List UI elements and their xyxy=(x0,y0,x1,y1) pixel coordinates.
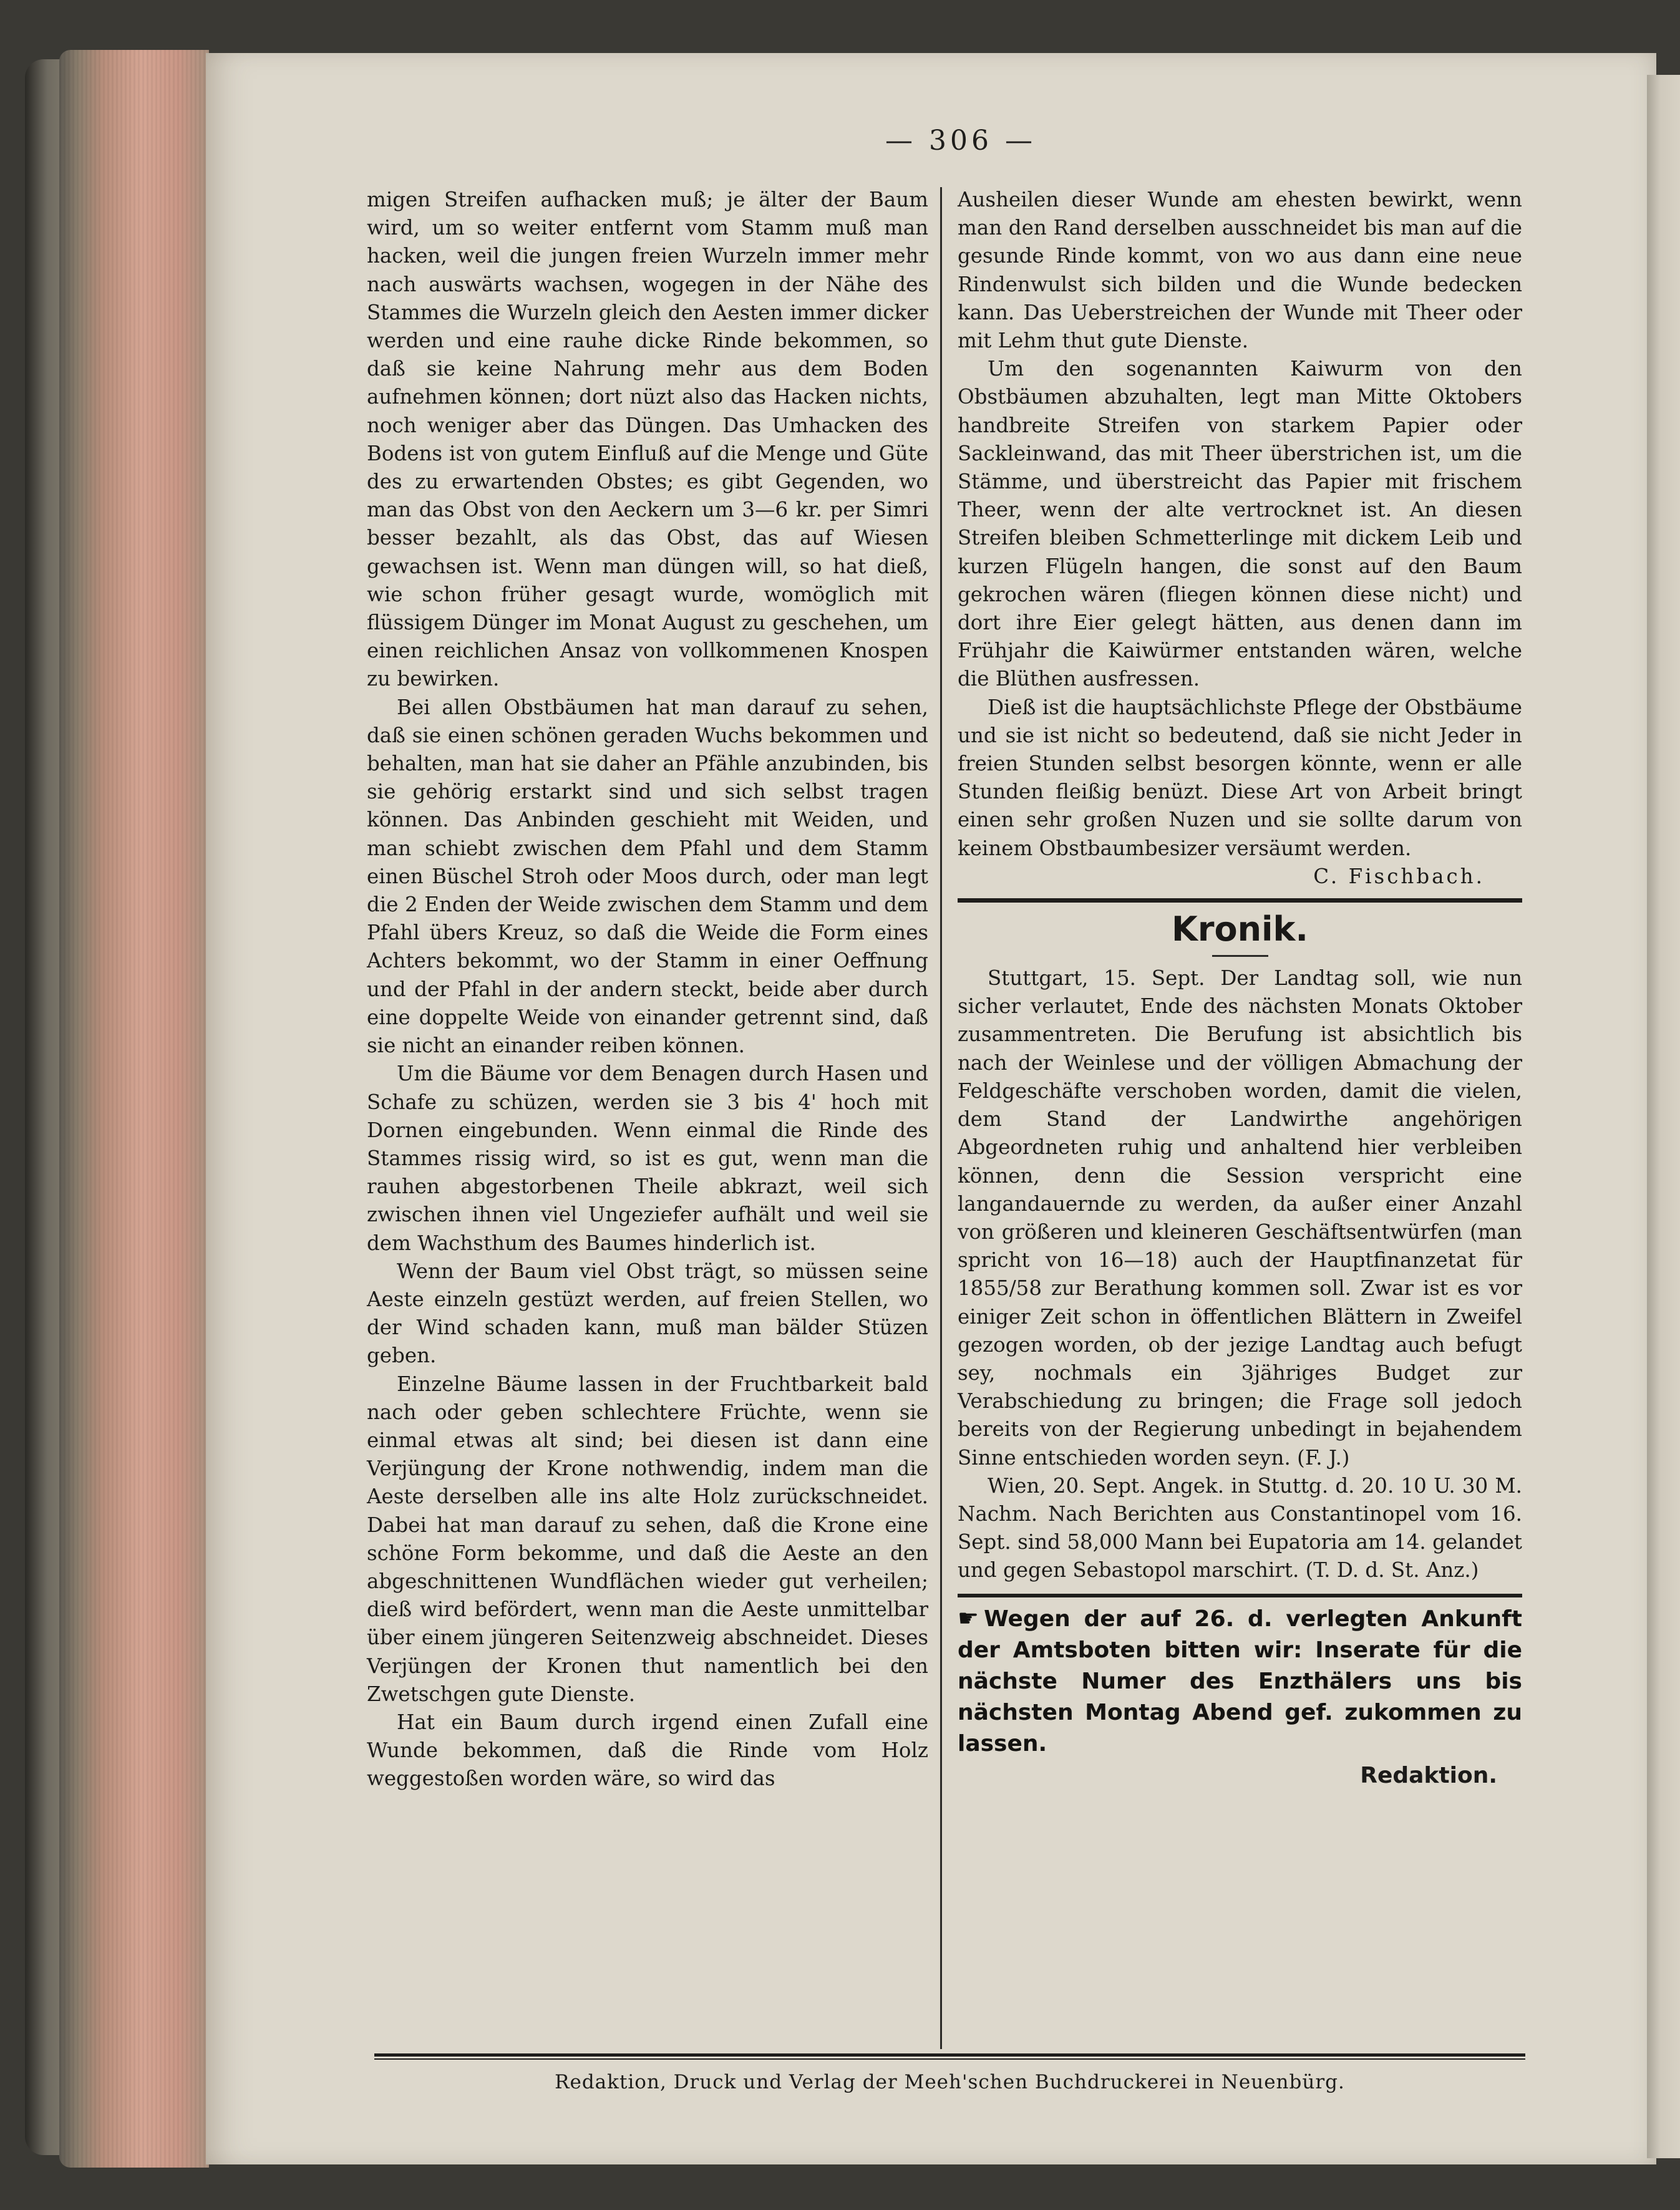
column-divider xyxy=(940,187,942,2049)
paragraph: Einzelne Bäume lassen in der Fruchtbarkeit bald nach oder geben schlechtere Früchte, wenn sie einmal etwas alt sind; bei diesen ist dann eine Verjüngung der Krone nothwendig, indem man die Aeste derselben alle ins alte Holz zurückschneidet. Dabei hat man darauf zu sehen, daß die Krone eine schöne Form bekomme, und daß die Aeste an den abgeschnittenen Wundflächen wieder gut verheilen; dieß wird befördert, wenn man die Aeste unmittelbar über einem jüngeren Seitenzweig abschneidet. Dieses Verjüngen der Kronen thut namentlich bei den Zwetschgen gute Dienste. xyxy=(367,1372,928,1706)
notice-body: Wegen der auf 26. d. verlegten Ankunft der Amtsboten bitten wir: Inserate für die nächste Numer des Enzthälers uns bis nächsten Montag Abend gef. zukommen zu lassen. xyxy=(958,1606,1522,1757)
pointing-hand-icon: ☛ xyxy=(958,1604,979,1632)
title-underline xyxy=(1212,955,1268,957)
paragraph: Dieß ist die hauptsächlichste Pflege der Obstbäume und sie ist nicht so bedeutend, daß sie nicht Jeder in freien Stunden selbst besorgen könnte, wenn er alle Stunden fleißig benüzt. Diese Art von Arbeit bringt einen sehr großen Nuzen und sie sollte darum von keinem Obstbaumbesizer versäumt werden. xyxy=(958,695,1522,860)
section-divider xyxy=(958,898,1522,903)
paragraph: Bei allen Obstbäumen hat man darauf zu sehen, daß sie einen schönen geraden Wuchs bekommen und behalten, man hat sie daher an Pfähle anzubinden, bis sie gehörig erstarkt sind und sich selbst tragen können. Das Anbinden geschieht mit Weiden, und man schiebt zwischen dem Pfahl und dem Stamm einen Büschel Stroh oder Moos durch, oder man legt die 2 Enden der Weide zwischen dem Stamm und dem Pfahl übers Kreuz, so daß die Weide die Form eines Achters bekommt, wo der Stamm in einer Oeffnung und der Pfahl in der andern steckt, beide aber durch eine doppelte Weide von einander getrennt sind, daß sie nicht an einander reiben können. xyxy=(367,695,928,1058)
notice-signature: Redaktion. xyxy=(1360,1762,1497,1788)
notice-divider xyxy=(958,1594,1522,1597)
section-title: Kronik. xyxy=(1172,909,1308,949)
paragraph: Hat ein Baum durch irgend einen Zufall eine Wunde bekommen, daß die Rinde vom Holz weggestoßen worden wäre, so wird das xyxy=(367,1710,928,1791)
page-number: — 306 — xyxy=(885,125,1036,157)
footer-rule xyxy=(374,2053,1525,2057)
news-item: Wien, 20. Sept. Angek. in Stuttg. d. 20. 10 U. 30 M. Nachm. Nach Berichten aus Constantinopel vom 16. Sept. sind 58,000 Mann bei Eupatoria am 14. gelandet und gegen Sebastopol marschirt. (T. D. d. St. Anz.) xyxy=(958,1473,1522,1582)
right-column xyxy=(958,186,1522,1792)
paragraph: Wenn der Baum viel Obst trägt, so müssen seine Aeste einzeln gestüzt werden, auf freien Stellen, wo der Wind schaden kann, muß man bälder Stüzen geben. xyxy=(367,1259,928,1368)
left-column xyxy=(367,186,928,1793)
next-page-edge xyxy=(1647,75,1680,2158)
paragraph: migen Streifen aufhacken muß; je älter der Baum wird, um so weiter entfernt vom Stamm muß man hacken, weil die jungen freien Wurzeln immer mehr nach auswärts wachsen, wogegen in der Nähe des Stammes die Wurzeln gleich den Aesten immer dicker werden und eine rauhe dicke Rinde bekommen, so daß sie keine Nahrung mehr aus dem Boden aufnehmen können; dort nüzt also das Hacken nichts, noch weniger aber das Düngen. Das Umhacken des Bodens ist von gutem Einfluß auf die Menge und Güte des zu erwartenden Obstes; es gibt Gegenden, wo man das Obst von den Aeckern um 3—6 kr. per Simri besser bezahlt, als das Obst, das auf Wiesen gewachsen ist. Wenn man düngen will, so hat dieß, wie schon früher gesagt wurde, womöglich mit flüssigem Dünger im Monat August zu geschehen, um einen reichlichen Ansaz von vollkommenen Knospen zu bewirken. xyxy=(367,188,928,691)
paragraph: Um die Bäume vor dem Benagen durch Hasen und Schafe zu schüzen, werden sie 3 bis 4' hoch mit Dornen eingebunden. Wenn einmal die Rinde des Stammes rissig wird, so ist es gut, wenn man die rauhen abgestorbenen Theile abkrazt, weil sich zwischen ihnen viel Ungeziefer aufhält und weil sie dem Wachsthum des Baumes hinderlich ist. xyxy=(367,1062,928,1255)
imprint-footer: Redaktion, Druck und Verlag der Meeh'schen Buchdruckerei in Neuenbürg. xyxy=(555,2071,1345,2093)
notice-text xyxy=(958,1602,1522,1760)
footer-rule-thin xyxy=(374,2058,1525,2060)
paragraph: Ausheilen dieser Wunde am ehesten bewirkt, wenn man den Rand derselben ausschneidet bis man auf die gesunde Rinde kommt, von wo aus dann eine neue Rindenwulst sich bilden und die Wunde bedecken kann. Das Ueberstreichen der Wunde mit Theer oder mit Lehm thut gute Dienste. xyxy=(958,188,1522,353)
news-item: Stuttgart, 15. Sept. Der Landtag soll, wie nun sicher verlautet, Ende des nächsten Monats Oktober zusammentreten. Die Berufung ist absichtlich bis nach der Weinlese und der völligen Abmachung der Feldgeschäfte verschoben worden, damit die vielen, dem Stand der Landwirthe angehörigen Abgeordneten ruhig und anhaltend hier verbleiben können, denn die Session verspricht eine langandauernde zu werden, da außer einer Anzahl von größeren und kleineren Geschäftsentwürfen (man spricht von 16—18) auch der Hauptfinanzetat für 1855/58 zur Berathung kommen soll. Zwar ist es vor einiger Zeit schon in öffentlichen Blättern in Zweifel gezogen worden, ob der jezige Landtag auch befugt sey, nochmals ein 3jähriges Budget zur Verabschiedung zu bringen; die Frage soll jedoch bereits von der Regierung unbedingt in bejahendem Sinne entschieden worden seyn. (F. J.) xyxy=(958,966,1522,1470)
page-edges xyxy=(59,50,209,2168)
author-signature: C. Fischbach. xyxy=(1313,864,1485,888)
paragraph: Um den sogenannten Kaiwurm von den Obstbäumen abzuhalten, legt man Mitte Oktobers handbreite Streifen von starkem Papier oder Sackleinwand, das mit Theer überstrichen ist, um die Stämme, und überstreicht das Papier mit frischem Theer, wenn der alte vertrocknet ist. An diesen Streifen bleiben Schmetterlinge mit dickem Leib und kurzen Flügeln hangen, die sonst auf den Baum gekrochen wären (fliegen können diese nicht) und dort ihre Eier gelegt hätten, aus denen dann im Frühjahr die Kaiwürmer entstanden wären, welche die Blüthen ausfressen. xyxy=(958,357,1522,691)
